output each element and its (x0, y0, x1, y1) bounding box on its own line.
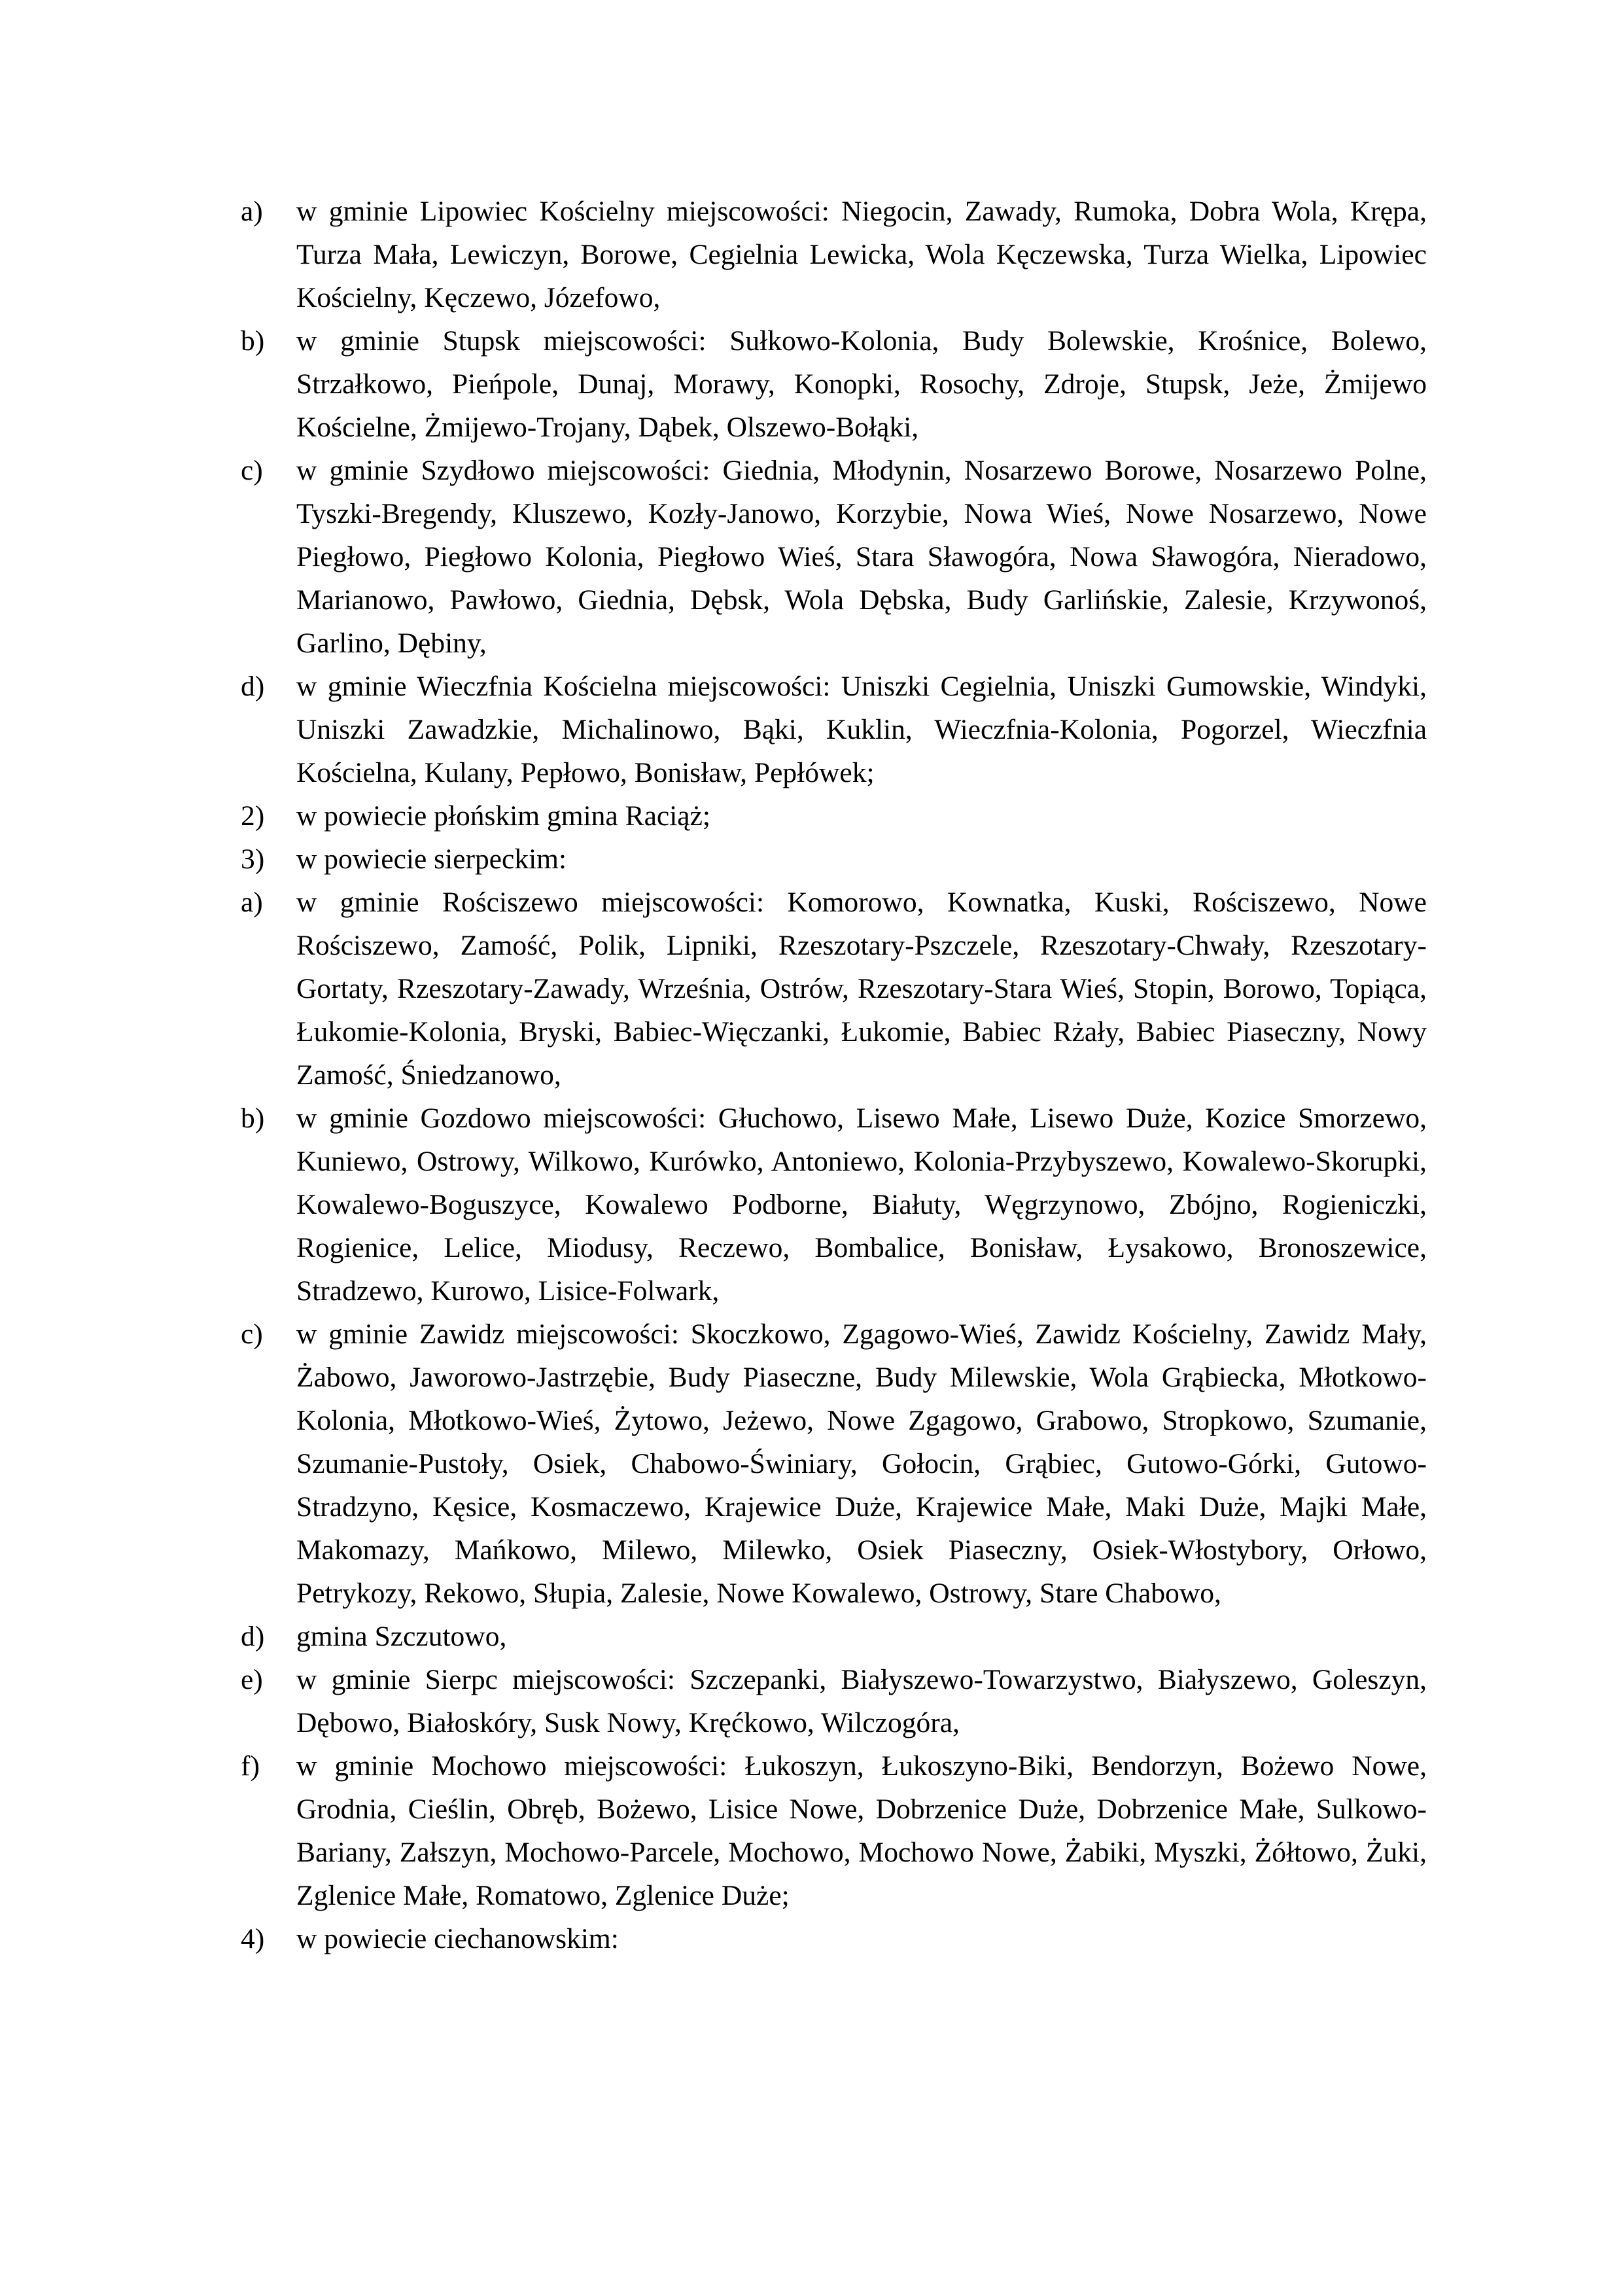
list-marker: d) (241, 671, 265, 702)
list-item-text: w gminie Lipowiec Kościelny miejscowości: Niegocin, Zawady, Rumoka, Dobra Wola, Krępa, Turza Mała, Lewiczyn, Borowe, Cegielnia Lewicka, Wola Kęczewska, Turza Wielka, Lipowiec Kościelny, Kęczewo, Józefowo, (296, 196, 1427, 313)
list-item-e-sierpc (241, 1658, 1427, 1744)
list-marker: c) (241, 455, 263, 486)
list-item-text: w gminie Rościszewo miejscowości: Komorowo, Kownatka, Kuski, Rościszewo, Nowe Rościszewo, Zamość, Polik, Lipniki, Rzeszotary-Pszczele, Rzeszotary-Chwały, Rzeszotary-Gortaty, Rzeszotary-Zawady, Września, Ostrów, Rzeszotary-Stara Wieś, Stopin, Borowo, Topiąca, Łukomie-Kolonia, Bryski, Babiec-Więczanki, Łukomie, Babiec Rżały, Babiec Piaseczny, Nowy Zamość, Śniedzanowo, (296, 887, 1427, 1091)
list-item-text: w powiecie płońskim gmina Raciąż; (296, 800, 711, 832)
list-item-a-rosciszewo (241, 881, 1427, 1097)
list-item-b-stupsk (241, 319, 1427, 449)
list-item-text: w gminie Sierpc miejscowości: Szczepanki, Białyszewo-Towarzystwo, Białyszewo, Goleszyn, Dębowo, Białoskóry, Susk Nowy, Kręćkowo, Wilczogóra, (296, 1664, 1427, 1739)
list-item-text: w gminie Gozdowo miejscowości: Głuchowo, Lisewo Małe, Lisewo Duże, Kozice Smorzewo, Kuniewo, Ostrowy, Wilkowo, Kurówko, Antoniewo, Kolonia-Przybyszewo, Kowalewo-Skorupki, Kowalewo-Boguszyce, Kowalewo Podborne, Białuty, Węgrzynowo, Zbójno, Rogieniczki, Rogienice, Lelice, Miodusy, Reczewo, Bombalice, Bonisław, Łysakowo, Bronoszewice, Stradzewo, Kurowo, Lisice-Folwark, (296, 1103, 1427, 1307)
list-marker: b) (241, 1103, 265, 1134)
list-item-text: w powiecie sierpeckim: (296, 843, 567, 875)
list-item-2-plonski (241, 794, 1427, 838)
list-item-b-gozdowo (241, 1097, 1427, 1313)
list-marker: 2) (241, 800, 265, 832)
list-item-a-lipowiec (241, 190, 1427, 319)
list-marker: a) (241, 196, 263, 227)
list-marker: e) (241, 1664, 263, 1695)
list-marker: d) (241, 1621, 265, 1652)
list-marker: f) (241, 1750, 260, 1782)
locality-list (241, 190, 1427, 1960)
list-marker: a) (241, 887, 263, 918)
list-marker: c) (241, 1318, 263, 1350)
list-item-d-szczutowo (241, 1615, 1427, 1658)
list-item-text: w gminie Stupsk miejscowości: Sułkowo-Kolonia, Budy Bolewskie, Krośnice, Bolewo, Strzałkowo, Pieńpole, Dunaj, Morawy, Konopki, Rosochy, Zdroje, Stupsk, Jeże, Żmijewo Kościelne, Żmijewo-Trojany, Dąbek, Olszewo-Bołąki, (296, 325, 1427, 443)
list-item-4-ciechanowski (241, 1917, 1427, 1960)
list-marker: b) (241, 325, 265, 357)
list-item-text: w gminie Wieczfnia Kościelna miejscowości: Uniszki Cegielnia, Uniszki Gumowskie, Windyki, Uniszki Zawadzkie, Michalinowo, Bąki, Kuklin, Wieczfnia-Kolonia, Pogorzel, Wieczfnia Kościelna, Kulany, Pepłowo, Bonisław, Pepłówek; (296, 671, 1427, 788)
list-item-text: w gminie Szydłowo miejscowości: Giednia, Młodynin, Nosarzewo Borowe, Nosarzewo Polne, Tyszki-Bregendy, Kluszewo, Kozły-Janowo, Korzybie, Nowa Wieś, Nowe Nosarzewo, Nowe Piegłowo, Piegłowo Kolonia, Piegłowo Wieś, Stara Sławogóra, Nowa Sławogóra, Nieradowo, Marianowo, Pawłowo, Giednia, Dębsk, Wola Dębska, Budy Garlińskie, Zalesie, Krzywonoś, Garlino, Dębiny, (296, 455, 1427, 659)
list-item-f-mochowo (241, 1744, 1427, 1917)
list-item-d-wieczfnia (241, 665, 1427, 794)
list-item-text: w powiecie ciechanowskim: (296, 1923, 619, 1954)
list-item-c-zawidz (241, 1313, 1427, 1615)
list-item-text: w gminie Mochowo miejscowości: Łukoszyn, Łukoszyno-Biki, Bendorzyn, Bożewo Nowe, Grodnia, Cieślin, Obręb, Bożewo, Lisice Nowe, Dobrzenice Duże, Dobrzenice Małe, Sulkowo-Bariany, Załszyn, Mochowo-Parcele, Mochowo, Mochowo Nowe, Żabiki, Myszki, Żółtowo, Żuki, Zglenice Małe, Romatowo, Zglenice Duże; (296, 1750, 1427, 1911)
list-item-c-szydlowo (241, 449, 1427, 665)
list-item-3-sierpecki (241, 838, 1427, 881)
list-item-text: w gminie Zawidz miejscowości: Skoczkowo, Zgagowo-Wieś, Zawidz Kościelny, Zawidz Mały, Żabowo, Jaworowo-Jastrzębie, Budy Piaseczne, Budy Milewskie, Wola Grąbiecka, Młotkowo-Kolonia, Młotkowo-Wieś, Żytowo, Jeżewo, Nowe Zgagowo, Grabowo, Stropkowo, Szumanie, Szumanie-Pustoły, Osiek, Chabowo-Świniary, Gołocin, Grąbiec, Gutowo-Górki, Gutowo-Stradzyno, Kęsice, Kosmaczewo, Krajewice Duże, Krajewice Małe, Maki Duże, Majki Małe, Makomazy, Mańkowo, Milewo, Milewko, Osiek Piaseczny, Osiek-Włostybory, Orłowo, Petrykozy, Rekowo, Słupia, Zalesie, Nowe Kowalewo, Ostrowy, Stare Chabowo, (296, 1318, 1427, 1609)
list-item-text: gmina Szczutowo, (296, 1621, 507, 1652)
list-marker: 4) (241, 1923, 265, 1954)
list-marker: 3) (241, 843, 265, 875)
